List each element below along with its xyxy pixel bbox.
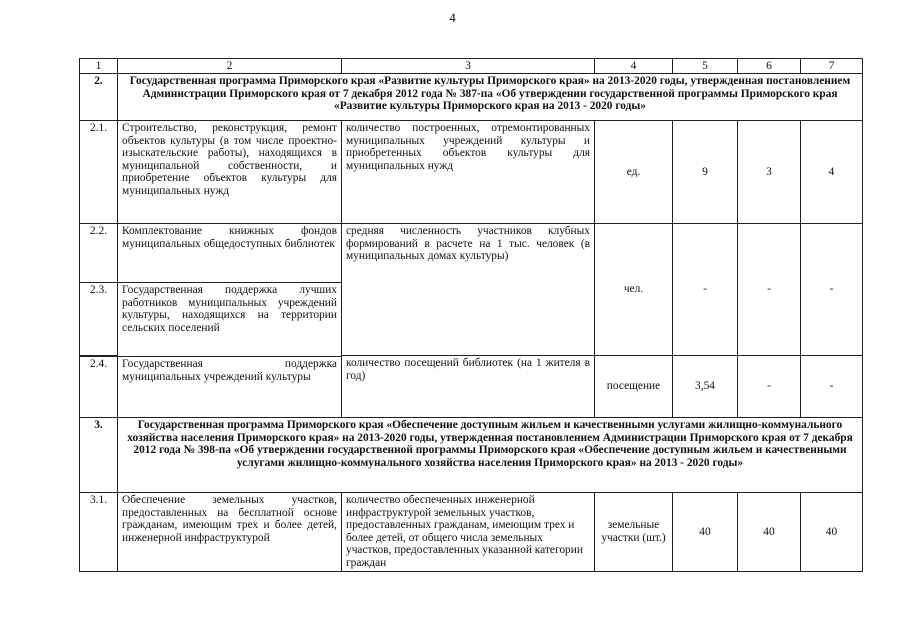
row-number: 2.3. [80,283,118,356]
value-cell: 3 [738,121,801,224]
indicator-cell: количество посещений библиотек (на 1 жителя в год) [342,356,595,418]
activity-cell: Государственная поддержка муниципальных учреждений культуры [118,357,342,418]
value-cell: 40 [738,493,801,572]
section-row [80,74,863,121]
section-title: Государственная программа Приморского края «Обеспечение доступным жильем и качественными услугами жилищно-коммунального хозяйства населения Приморского края» на 2013-2020 годы, утвержденная постановлением Администрации Приморского края от 7 декабря 2012 года № 398-па «Об утверждении государственной программы Приморского края «Обеспечение доступным жильем и качественными услугами жилищно-коммунального хозяйства населения Приморского края» на 2013 - 2020 годы» [118,418,863,493]
section-number: 2. [80,74,118,121]
row-number: 2.2. [80,224,118,283]
activity-cell: Строительство, реконструкция, ремонт объектов культуры (в том числе проектно-изыскательские работы), находящихся в муниципальной собственности, и приобретение объектов культуры для муниципальных нужд [118,121,342,224]
unit-cell: земельные участки (шт.) [595,493,673,572]
row-number: 3.1. [80,493,118,572]
section-title: Государственная программа Приморского края «Развитие культуры Приморского края» на 2013-2020 годы, утвержденная постановлением Администрации Приморского края от 7 декабря 2012 года № 387-па «Об утверждении государственной программы Приморского края «Развитие культуры Приморского края на 2013 - 2020 годы» [118,74,863,121]
value-cell: 3,54 [673,356,738,418]
column-header: 6 [738,59,801,74]
value-cell: - [738,224,801,356]
column-header: 4 [595,59,673,74]
column-header: 1 [80,59,118,74]
column-header: 2 [118,59,342,74]
value-cell: - [801,356,863,418]
value-cell: - [673,224,738,356]
value-cell: 4 [801,121,863,224]
value-cell: 9 [673,121,738,224]
value-cell: - [801,224,863,356]
section-number: 3. [80,418,118,493]
value-cell: 40 [801,493,863,572]
column-header: 5 [673,59,738,74]
column-header: 3 [342,59,595,74]
table-row [80,493,863,572]
page-number: 4 [449,10,456,25]
activity-cell: Комплектование книжных фондов муниципальных общедоступных библиотек [118,224,342,283]
unit-cell: чел. [595,224,673,356]
indicators-table [79,58,863,572]
value-cell: - [738,356,801,418]
indicator-cell: количество построенных, отремонтированных муниципальных учреждений культуры и приобретенных объектов культуры для муниципальных нужд [342,121,595,224]
table-row [80,121,863,224]
activity-cell: Государственная поддержка лучших работников муниципальных учреждений культуры, находящихся на территории сельских поселений [118,283,342,357]
unit-cell: ед. [595,121,673,224]
scan-dot: · [349,61,351,67]
section-row [80,418,863,493]
row-number: 2.1. [80,121,118,224]
activity-cell: Обеспечение земельных участков, предоставленных на бесплатной основе гражданам, имеющим трех и более детей, инженерной инфраструктурой [118,493,342,572]
column-number-row [80,59,863,74]
column-header: 7 [801,59,863,74]
row-number: 2.4. [80,357,118,418]
unit-cell: посещение [595,356,673,418]
table-row [80,224,863,283]
indicator-cell: средняя численность участников клубных формирований в расчете на 1 тыс. человек (в муниципальных домах культуры) [342,224,595,356]
value-cell: 40 [673,493,738,572]
indicator-cell: количество обеспеченных инженерной инфраструктурой земельных участков, предоставленных гражданам, имеющим трех и более детей, от общего числа земельных участков, предоставленных указанной категории граждан [342,493,595,572]
